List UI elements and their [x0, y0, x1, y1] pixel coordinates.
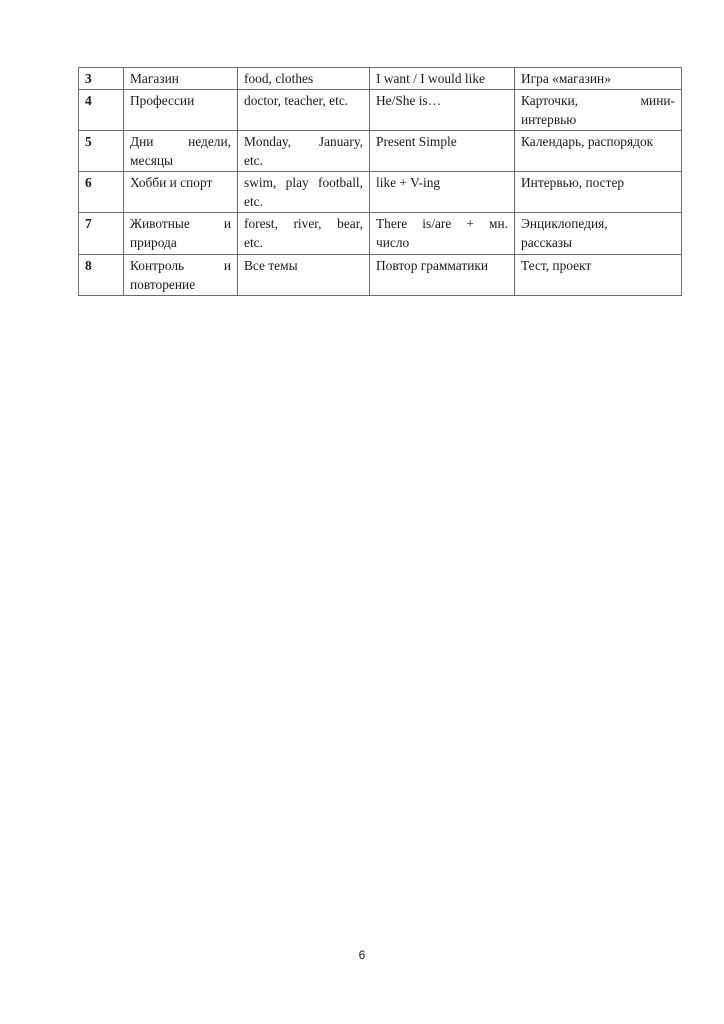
- grammar-cell: He/She is…: [370, 90, 515, 131]
- grammar-cell: I want / I would like: [370, 68, 515, 90]
- activity-cell: Карточки, мини- интервью: [515, 90, 682, 131]
- topic-cell: Дни недели, месяцы: [124, 131, 238, 172]
- vocabulary-cell: forest, river, bear, etc.: [238, 213, 370, 255]
- table-row: [79, 68, 682, 90]
- vocabulary-cell: doctor, teacher, etc.: [238, 90, 370, 131]
- table-row: [79, 213, 682, 255]
- row-number: 8: [79, 255, 124, 296]
- page-number: 6: [358, 948, 366, 962]
- activity-cell: Интервью, постер: [515, 172, 682, 213]
- row-number: 3: [79, 68, 124, 90]
- activity-cell: Энциклопедия, рассказы: [515, 213, 682, 255]
- table-row: [79, 172, 682, 213]
- grammar-cell: Повтор грамматики: [370, 255, 515, 296]
- row-number: 5: [79, 131, 124, 172]
- activity-cell: Игра «магазин»: [515, 68, 682, 90]
- lesson-plan-table: [78, 67, 682, 296]
- vocabulary-cell: Monday, January, etc.: [238, 131, 370, 172]
- vocabulary-cell: food, clothes: [238, 68, 370, 90]
- topic-cell: Профессии: [124, 90, 238, 131]
- grammar-cell: Present Simple: [370, 131, 515, 172]
- vocabulary-cell: swim, play football, etc.: [238, 172, 370, 213]
- activity-cell: Календарь, распорядок: [515, 131, 682, 172]
- grammar-cell: like + V-ing: [370, 172, 515, 213]
- topic-cell: Животные и природа: [124, 213, 238, 255]
- table-row: [79, 90, 682, 131]
- row-number: 6: [79, 172, 124, 213]
- grammar-cell: There is/are + мн. число: [370, 213, 515, 255]
- row-number: 4: [79, 90, 124, 131]
- table-row: [79, 131, 682, 172]
- vocabulary-cell: Все темы: [238, 255, 370, 296]
- topic-cell: Контроль и повторение: [124, 255, 238, 296]
- activity-cell: Тест, проект: [515, 255, 682, 296]
- topic-cell: Магазин: [124, 68, 238, 90]
- topic-cell: Хобби и спорт: [124, 172, 238, 213]
- table-row: [79, 255, 682, 296]
- row-number: 7: [79, 213, 124, 255]
